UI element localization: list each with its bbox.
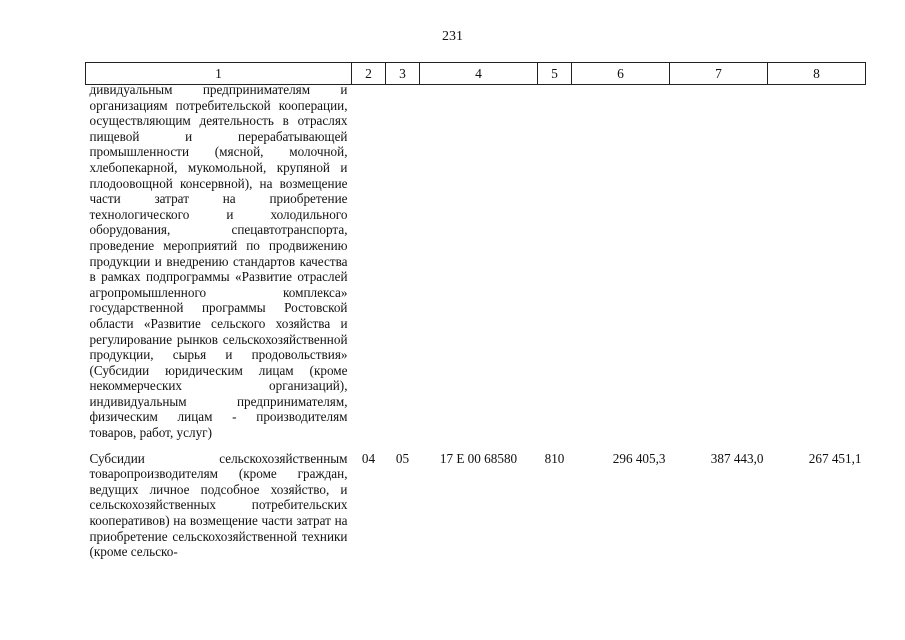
- row-description: дивидуальным предпринимателям и организациям потребительской кооперации, осуществляющим деятельность в отраслях пищевой и перерабатывающей промышленности (мясной, молочной, хлебопекарной, мукомольной, крупяной и плодоовощной консервной), на возмещение части затрат на приобретение технологического и холодильного оборудования, спецавтотранспорта, проведение мероприятий по продвижению продукции и внедрению стандартов качества в рамках подпрограммы «Развитие отраслей агропромышленного комплекса» государственной программы Ростовской области «Развитие сельского хозяйства и регулирование рынков сельскохозяйственной продукции, сырья и продовольствия» (Субсидии юридическим лицам (кроме некоммерческих организаций), индивидуальным предпринимателям, физическим лицам - производителям товаров, работ, услуг): [89, 82, 348, 441]
- row-expense-type-code: 810: [544, 450, 565, 466]
- budget-table: [85, 62, 866, 560]
- row-amount-col-8: [768, 85, 866, 441]
- row-subsection-code: 05: [395, 450, 410, 466]
- table-row: [86, 441, 866, 560]
- row-description: Субсидии сельскохозяйственным товаропроизводителям (кроме граждан, ведущих личное подсобное хозяйство, и сельскохозяйственных потребительских кооперативов) на возмещение части затрат на приобретение сельскохозяйственной техники (кроме сельско-: [89, 450, 348, 560]
- row-target-code: 17 Е 00 68580: [439, 450, 518, 466]
- row-amount-col-6: 296 405,3: [612, 450, 666, 466]
- row-section-code: 04: [361, 450, 376, 466]
- header-col-7: 7: [670, 63, 768, 85]
- header-col-5: 5: [538, 63, 572, 85]
- header-col-2: 2: [352, 63, 386, 85]
- row-subsection-code: [386, 85, 420, 441]
- row-expense-type-code: [538, 85, 572, 441]
- row-amount-col-7: [670, 85, 768, 441]
- row-target-code: [420, 85, 538, 441]
- table-row: [86, 85, 866, 441]
- header-col-1: 1: [86, 63, 352, 85]
- row-section-code: [352, 85, 386, 441]
- header-col-3: 3: [386, 63, 420, 85]
- row-amount-col-6: [572, 85, 670, 441]
- page-number: 231: [442, 29, 463, 44]
- header-col-6: 6: [572, 63, 670, 85]
- row-amount-col-8: 267 451,1: [808, 450, 862, 466]
- row-amount-col-7: 387 443,0: [710, 450, 764, 466]
- header-col-8: 8: [768, 63, 866, 85]
- header-col-4: 4: [420, 63, 538, 85]
